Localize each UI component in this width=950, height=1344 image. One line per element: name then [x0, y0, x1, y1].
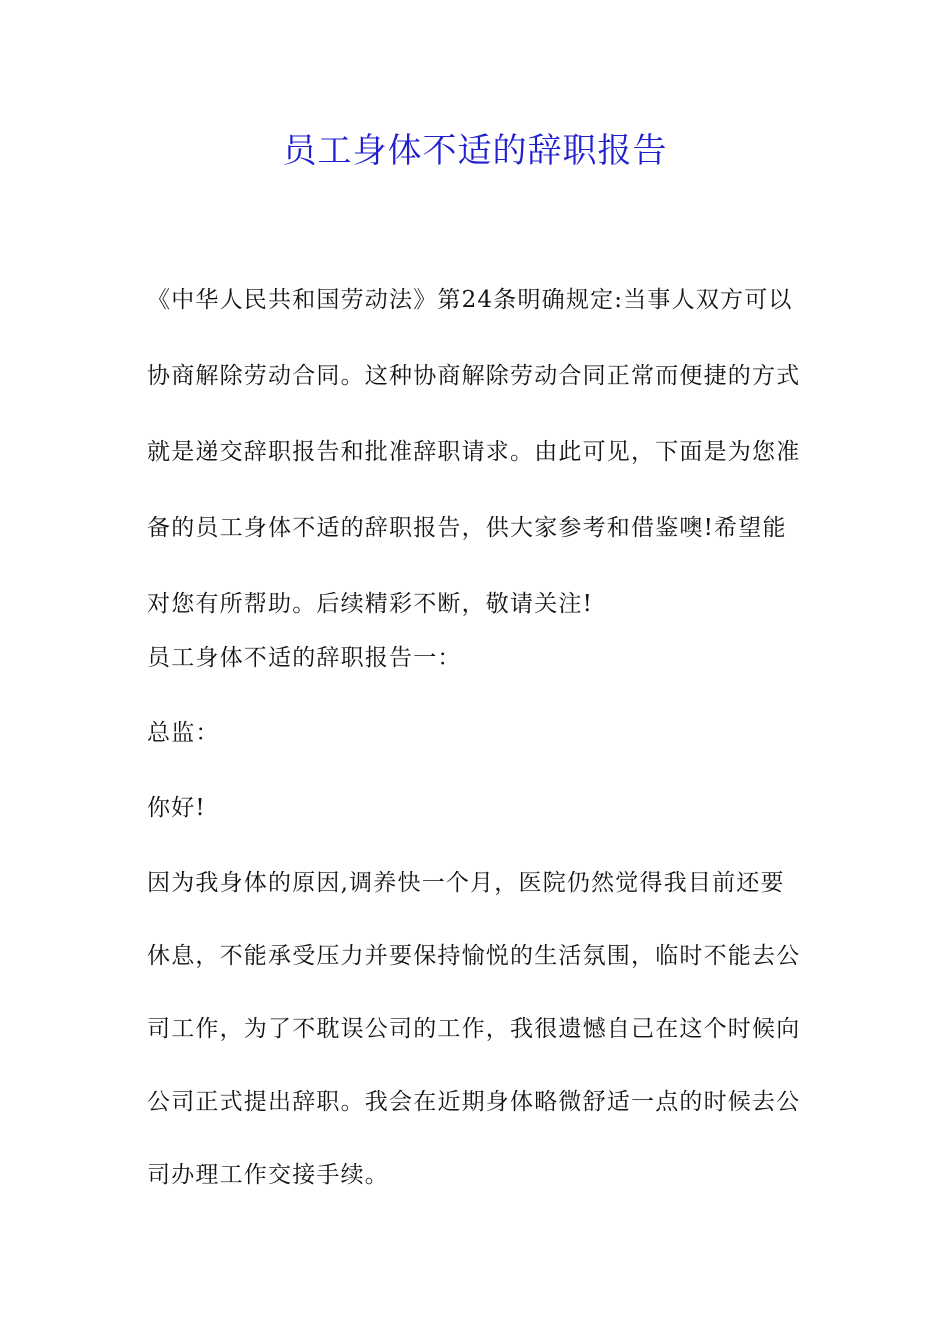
document-title: 员工身体不适的辞职报告 [282, 131, 668, 171]
section-heading: 员工身体不适的辞职报告一： [147, 645, 462, 671]
greeting: 你好! [147, 795, 206, 821]
salutation: 总监： [147, 720, 220, 746]
intro-paragraph: 《中华人民共和国劳动法》第24条明确规定:当事人双方可以协商解除劳动合同。这种协商解除劳动合同正常而便捷的方式就是递交辞职报告和批准辞职请求。由此可见，下面是为您准备的员工身体不适的辞职报告，供大家参考和借鉴噢!希望能对您有所帮助。后续精彩不断，敬请关注! [147, 287, 801, 617]
body-paragraph: 因为我身体的原因,调养快一个月，医院仍然觉得我目前还要休息，不能承受压力并要保持愉悦的生活氛围，临时不能去公司工作，为了不耽误公司的工作，我很遗憾自己在这个时候向公司正式提出辞职。我会在近期身体略微舒适一点的时候去公司办理工作交接手续。 [147, 870, 801, 1188]
